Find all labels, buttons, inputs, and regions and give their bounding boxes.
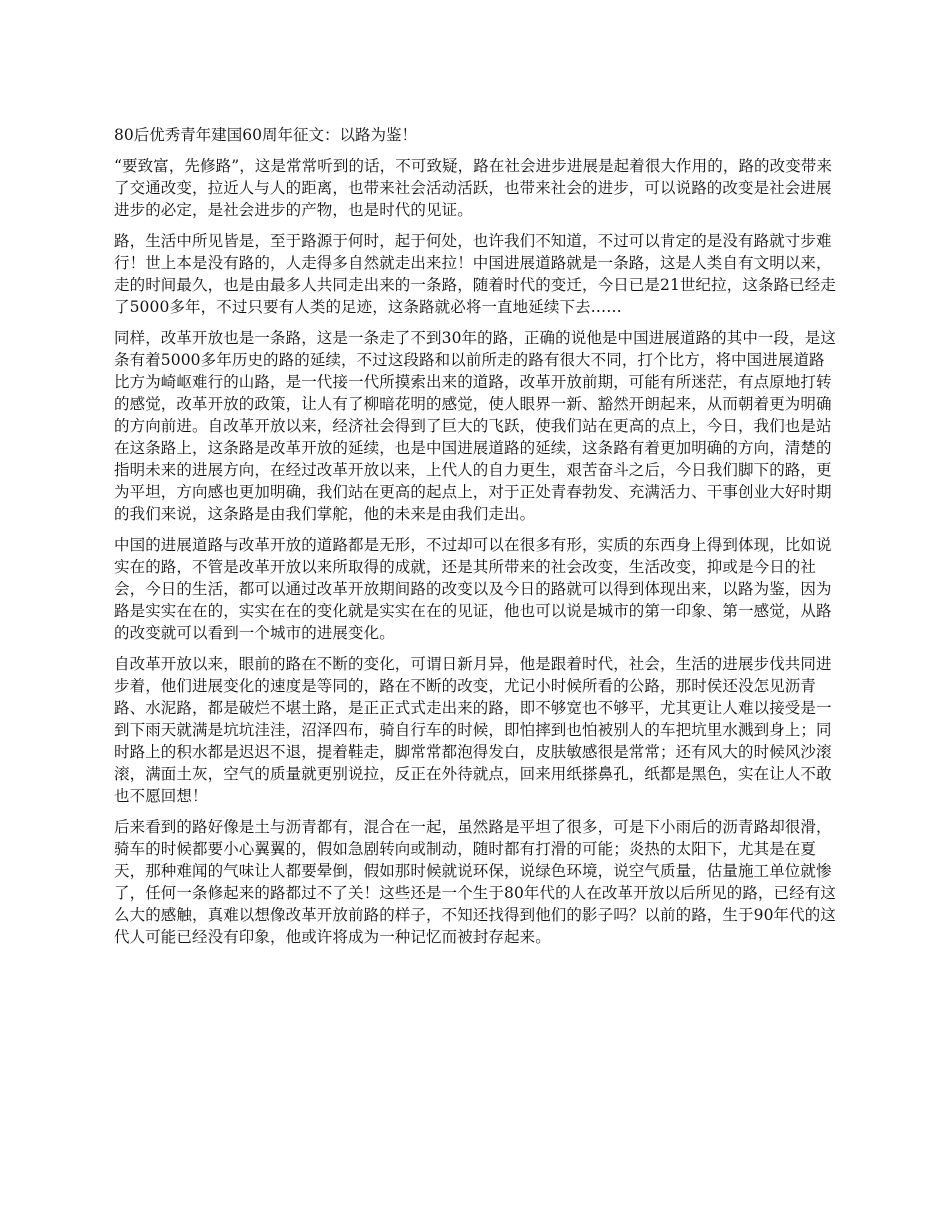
paragraph-4: 中国的进展道路与改革开放的道路都是无形，不过却可以在很多有形，实质的东西身上得到体现，比如说实在的路，不管是改革开放以来所取得的成就，还是其所带来的社会改变，生活改变，抑或是今日的社会，今日的生活，都可以通过改革开放期间路的改变以及今日的路就可以得到体现出来，以路为鉴，因为路是实实在在的，实实在在的变化就是实实在在的见证，他也可以说是城市的第一印象、第一感觉，从路的改变就可以看到一个城市的进展变化。 [114,536,832,642]
paragraph-3: 同样，改革开放也是一条路，这是一条走了不到30年的路，正确的说他是中国进展道路的其中一段，是这条有着5000多年历史的路的延续，不过这段路和以前所走的路有很大不同，打个比方，将中国进展道路比方为崎岖难行的山路，是一代接一代所摸索出来的道路，改革开放前期，可能有所迷茫，有点原地打转的感觉，改革开放的政策，让人有了柳暗花明的感觉，使人眼界一新、豁然开朗起来，从而朝着更为明确的方向前进。自改革开放以来，经济社会得到了巨大的飞跃，使我们站在更高的点上，今日，我们也是站在这条路上，这条路是改革开放的延续，也是中国进展道路的延续，这条路有着更加明确的方向，清楚的指明未来的进展方向，在经过改革开放以来，上代人的自力更生，艰苦奋斗之后，今日我们脚下的路，更为平坦，方向感也更加明确，我们站在更高的起点上，对于正处青春勃发、充满活力、干事创业大好时期的我们来说，这条路是由我们掌舵，他的未来是由我们走出。 [114,329,836,523]
document-title: 80后优秀青年建国60周年征文：以路为鉴！ [114,126,417,144]
document-page [114,124,840,957]
paragraph-6: 后来看到的路好像是土与沥青都有，混合在一起，虽然路是平坦了很多，可是下小雨后的沥青路却很滑，骑车的时候都要小心翼翼的，假如急剧转向或制动，随时都有打滑的可能；炎热的太阳下，尤其是在夏天，那种难闻的气味让人都要晕倒，假如那时候就说环保，说绿色环境，说空气质量，估量施工单位就惨了，任何一条修起来的路都过不了关！这些还是一个生于80年代的人在改革开放以后所见的路，已经有这么大的感触，真难以想像改革开放前路的样子，不知还找得到他们的影子吗？以前的路，生于90年代的这代人可能已经没有印象，他或许将成为一种记忆而被封存起来。 [114,818,836,946]
paragraph-2: 路，生活中所见皆是，至于路源于何时，起于何处，也许我们不知道，不过可以肯定的是没有路就寸步难行！世上本是没有路的，人走得多自然就走出来拉！中国进展道路就是一条路，这是人类自有文明以来，走的时间最久，也是由最多人共同走出来的一条路，随着时代的变迁，今日已是21世纪拉，这条路已经走了5000多年，不过只要有人类的足迹，这条路就必将一直地延续下去…… [114,232,836,316]
paragraph-1: “要致富，先修路”，这是常常听到的话，不可致疑，路在社会进步进展是起着很大作用的，路的改变带来了交通改变，拉近人与人的距离，也带来社会活动活跃，也带来社会的进步，可以说路的改变是社会进展进步的必定，是社会进步的产物，也是时代的见证。 [114,157,833,219]
paragraph-5: 自改革开放以来，眼前的路在不断的变化，可谓日新月异，他是跟着时代，社会，生活的进展步伐共同进步着，他们进展变化的速度是等同的，路在不断的改变，尤记小时候所看的公路，那时侯还没怎见沥青路、水泥路，都是破烂不堪土路，是正正式式走出来的路，即不够宽也不够平，尤其更让人难以接受是一到下雨天就满是坑坑洼洼，沼泽四布，骑自行车的时候，即怕摔到也怕被别人的车把坑里水溅到身上；同时路上的积水都是迟迟不退，提着鞋走，脚常常都泡得发白，皮肤敏感很是常常；还有风大的时候风沙滚滚，满面土灰，空气的质量就更别说拉，反正在外待就点，回来用纸搽鼻孔，纸都是黑色，实在让人不敢也不愿回想！ [114,655,832,805]
